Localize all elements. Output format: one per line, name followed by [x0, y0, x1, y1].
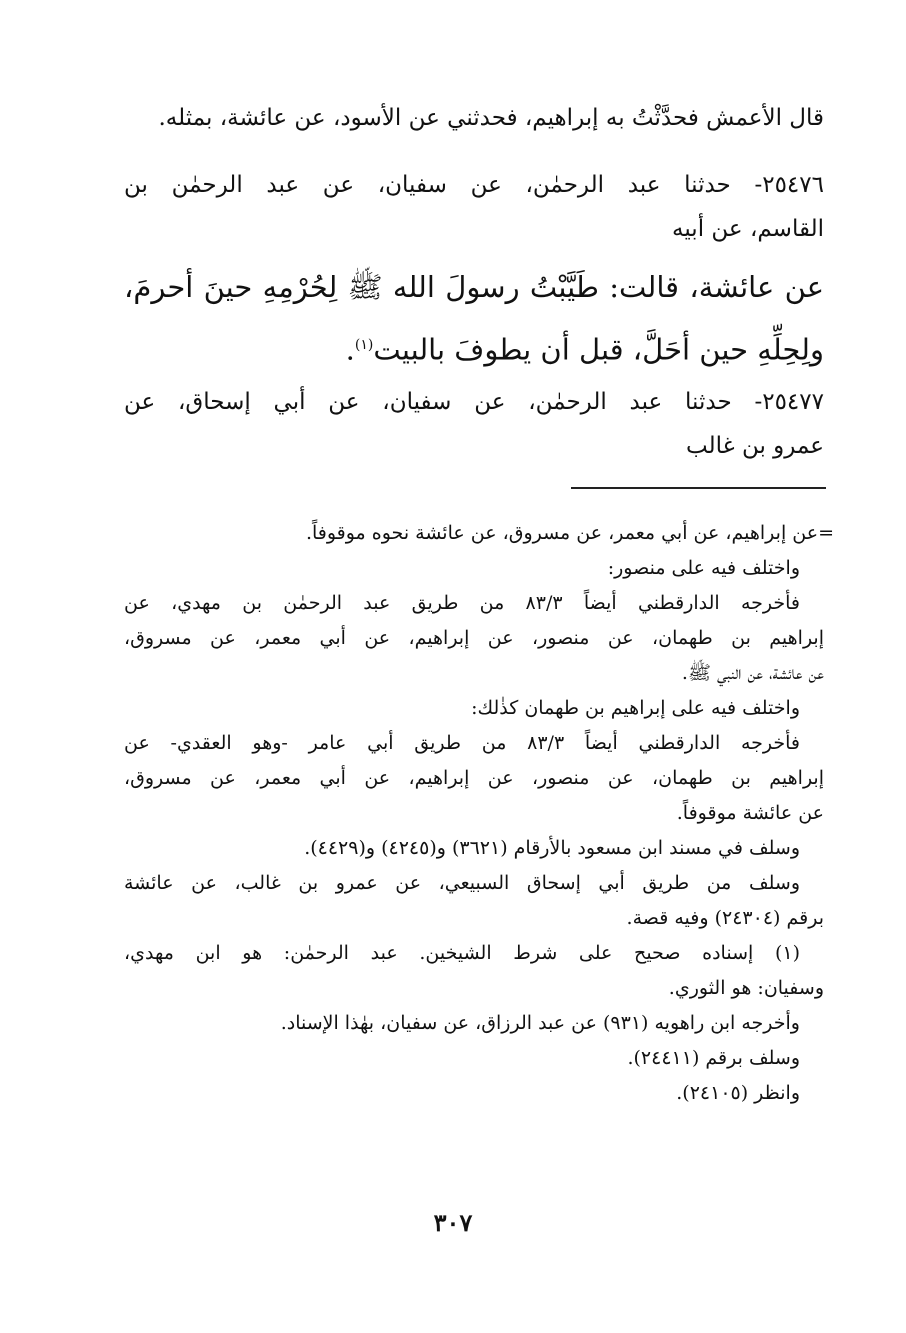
main-text-para3	[124, 380, 824, 468]
footnote-line: وأخرجه ابن راهويه (٩٣١) عن عبد الرزاق، عن سفيان، بهٰذا الإسناد.	[280, 1012, 800, 1034]
matn-period: .	[345, 332, 355, 367]
matn-line: عن عائشة، قالت: طَيَّبْتُ رسولَ الله ﷺ لِحُرْمِهِ حينَ أحرمَ،	[124, 270, 824, 304]
main-text-para2	[124, 163, 824, 251]
footnote-line: عن عائشة موقوفاً.	[676, 802, 824, 824]
main-matn	[124, 258, 824, 379]
main-line: ٢٥٤٧٧- حدثنا عبد الرحمٰن، عن سفيان، عن أبي إسحاق، عن	[124, 389, 824, 415]
footnote-line: (١) إسناده صحيح على شرط الشيخين. عبد الرحمٰن: هو ابن مهدي،	[124, 942, 800, 964]
main-line: القاسم، عن أبيه	[672, 216, 824, 242]
footnote-reference[interactable]: (١)	[354, 337, 374, 353]
main-line: عمرو بن غالب	[686, 433, 824, 459]
footnote-line: =عن إبراهيم، عن أبي معمر، عن مسروق، عن عائشة نحوه موقوفاً.	[305, 522, 834, 544]
footnote-line: فأخرجه الدارقطني أيضاً ٨٣/٣ من طريق أبي عامر -وهو العقدي- عن	[124, 732, 801, 754]
footnote-line: عن عائشة، عن النبي ﷺ.	[681, 662, 824, 684]
footnotes	[124, 516, 834, 1111]
footnote-line: واختلف فيه على إبراهيم بن طهمان كذٰلك:	[471, 697, 800, 719]
footnote-line: برقم (٢٤٣٠٤) وفيه قصة.	[626, 907, 824, 929]
matn-line	[124, 316, 824, 379]
footnote-separator	[571, 487, 826, 489]
footnote-line: وسلف من طريق أبي إسحاق السبيعي، عن عمرو بن غالب، عن عائشة	[124, 872, 800, 894]
main-line: ٢٥٤٧٦- حدثنا عبد الرحمٰن، عن سفيان، عن عبد الرحمٰن بن	[124, 172, 824, 198]
footnote-line: فأخرجه الدارقطني أيضاً ٨٣/٣ من طريق عبد الرحمٰن بن مهدي، عن	[124, 592, 800, 614]
footnote-line: إبراهيم بن طهمان، عن منصور، عن إبراهيم، عن أبي معمر، عن مسروق،	[124, 767, 824, 789]
footnote-line: وسلف برقم (٢٤٤١١).	[627, 1047, 800, 1069]
footnote-line: وانظر (٢٤١٠٥).	[676, 1082, 800, 1104]
main-text-para1	[124, 96, 824, 140]
footnote-line: وسلف في مسند ابن مسعود بالأرقام (٣٦٢١) و(٤٢٤٥) و(٤٤٢٩).	[304, 837, 800, 859]
page-number: ٣٠٧	[433, 1208, 473, 1237]
footnote-line: إبراهيم بن طهمان، عن منصور، عن إبراهيم، عن أبي معمر، عن مسروق،	[124, 627, 824, 649]
matn-text: ولِحِلِّهِ حين أحَلَّ، قبل أن يطوفَ بالبيت	[373, 332, 824, 367]
footnote-line: وسفيان: هو الثوري.	[668, 977, 824, 999]
footnote-line: واختلف فيه على منصور:	[607, 557, 800, 579]
main-line: قال الأعمش فحدَّثْتُ به إبراهيم، فحدثني عن الأسود، عن عائشة، بمثله.	[158, 105, 824, 131]
